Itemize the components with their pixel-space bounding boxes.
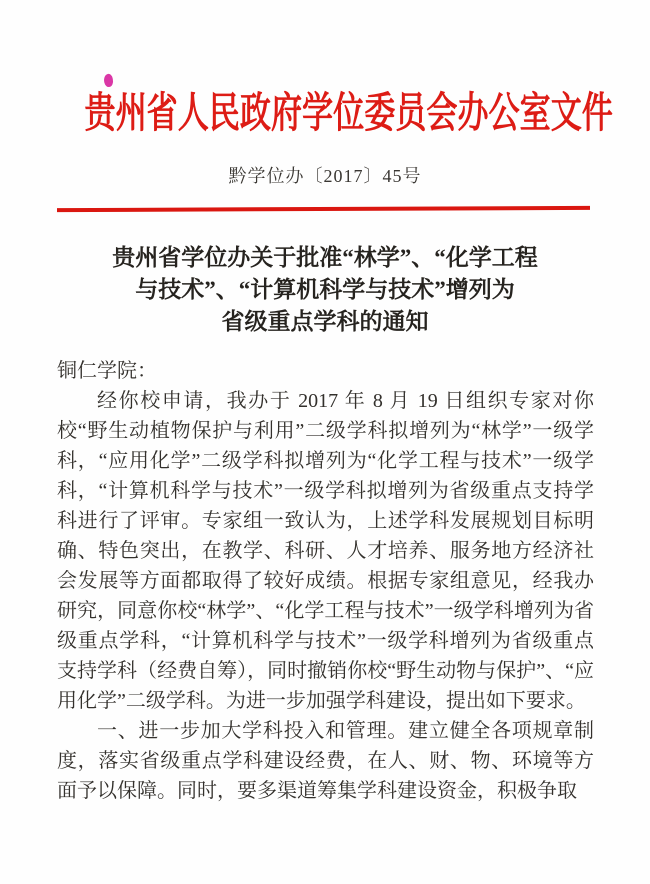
notice-title-line-3: 省级重点学科的通知 [221,309,429,334]
notice-body [57,356,594,806]
notice-title [30,242,620,338]
letterhead-title: 贵州省人民政府学位委员会办公室文件 [84,91,613,137]
notice-title-line-1: 贵州省学位办关于批准“林学”、“化学工程 [112,245,538,270]
salutation: 铜仁学院： [57,360,157,382]
body-paragraph-2: 一、进一步加大学科投入和管理。建立健全各项规章制度，落实省级重点学科建设经费，在人、财、物、环境等方面予以保障。同时，要多渠道筹集学科建设资金，积极争取 [57,720,594,802]
body-paragraph-1: 经你校申请，我办于 2017 年 8 月 19 日组织专家对你校“野生动植物保护与利用”二级学科拟增列为“林学”一级学科，“应用化学”二级学科拟增列为“化学工程与技术”一级学科，“计算机科学与技术”一级学科拟增列为省级重点支持学科进行了评审。专家组一致认为，上述学科发展规划目标明确、特色突出，在教学、科研、人才培养、服务地方经济社会发展等方面都取得了较好成绩。根据专家组意见，经我办研究，同意你校“林学”、“化学工程与技术”一级学科增列为省级重点学科，“计算机科学与技术”一级学科增列为省级重点支持学科（经费自筹），同时撤销你校“野生动物与保护”、“应用化学”二级学科。为进一步加强学科建设，提出如下要求。 [57,390,594,712]
red-divider-rule [57,206,590,212]
notice-title-line-2: 与技术”、“计算机科学与技术”增列为 [135,277,515,302]
document-number: 黔学位办〔2017〕45号 [228,166,422,186]
